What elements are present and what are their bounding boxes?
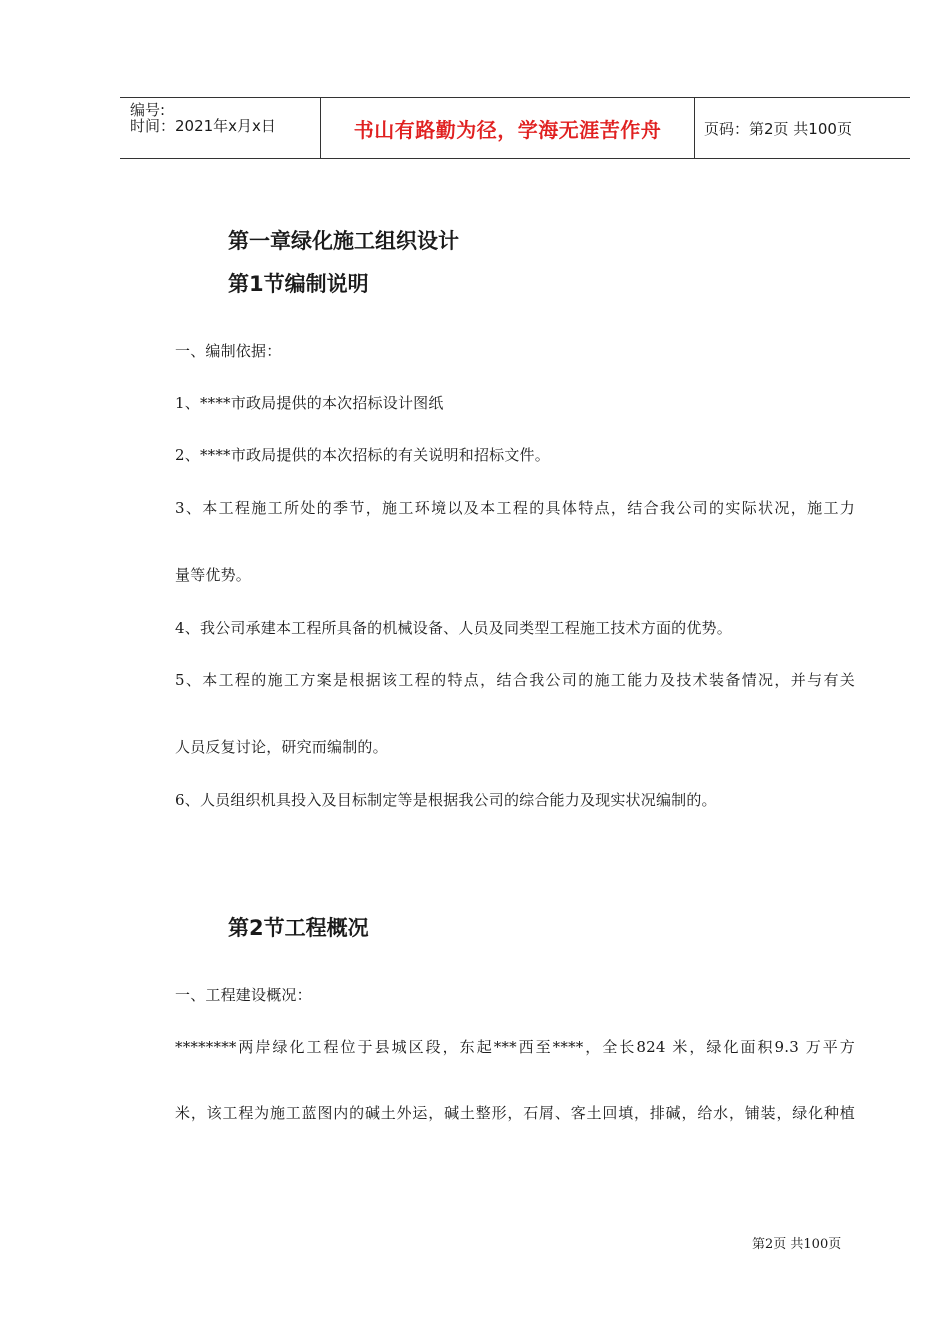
- s2-para-line2: 米，该工程为施工蓝图内的碱土外运，碱土整形，石屑、客土回填，排碱，给水，铺装，绿化种植: [175, 1104, 855, 1122]
- time-label: 时间：2021年x月x日: [130, 117, 276, 135]
- header-motto-cell: [321, 98, 695, 158]
- s2-heading: 一、工程建设概况：: [175, 986, 312, 1004]
- s1-item2: 2、****市政局提供的本次招标的有关说明和招标文件。: [175, 446, 550, 464]
- s2-para-line1: ********两岸绿化工程位于县城区段，东起***西至****，全长824 米，绿化面积9.3 万平方: [175, 1038, 855, 1056]
- motto-text: 书山有路勤为径，学海无涯苦作舟: [353, 117, 662, 142]
- s1-item3-line1: 3、本工程施工所处的季节，施工环境以及本工程的具体特点，结合我公司的实际状况，施工力: [175, 499, 855, 517]
- s1-item5-line2: 人员反复讨论，研究而编制的。: [175, 738, 388, 756]
- s1-item5-line1: 5、本工程的施工方案是根据该工程的特点，结合我公司的施工能力及技术装备情况，并与有关: [175, 671, 855, 689]
- s1-heading: 一、编制依据：: [175, 342, 282, 360]
- page-header: [120, 97, 910, 159]
- header-meta-cell: [120, 98, 321, 158]
- s1-item1: 1、****市政局提供的本次招标设计图纸: [175, 394, 444, 412]
- s1-item6: 6、人员组织机具投入及目标制定等是根据我公司的综合能力及现实状况编制的。: [175, 791, 717, 809]
- section1-title: 第1节编制说明: [228, 272, 369, 296]
- serial-label: 编号:: [130, 101, 166, 119]
- s1-item3-line2: 量等优势。: [175, 566, 252, 584]
- header-page-info: 页码：第2页 共100页: [704, 119, 852, 138]
- footer-page-info: 第2页 共100页: [752, 1237, 842, 1252]
- chapter-title: 第一章绿化施工组织设计: [228, 229, 459, 253]
- s1-item4: 4、我公司承建本工程所具备的机械设备、人员及同类型工程施工技术方面的优势。: [175, 619, 732, 637]
- header-page-cell: [695, 98, 910, 158]
- section2-title: 第2节工程概况: [228, 916, 369, 940]
